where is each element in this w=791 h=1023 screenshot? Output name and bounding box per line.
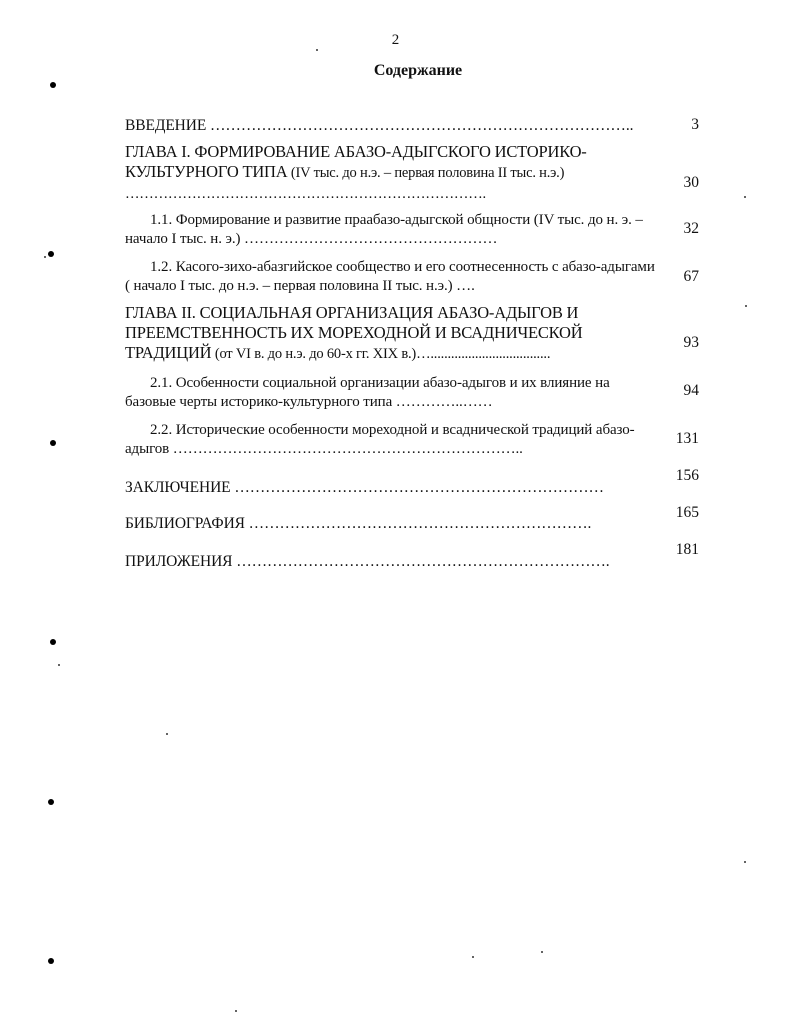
toc-entry-text: 2.1. Особенности социальной организации абазо-адыгов и их влияние на базовые черты историко-культурного типа …………..…… [125, 375, 610, 410]
scan-speck [541, 951, 543, 953]
toc-entry-page: 165 [675, 504, 699, 521]
toc-entry-text: 1.1. Формирование и развитие праабазо-адыгской общности (IV тыс. до н. э. – начало I тыс. н. э.) …………………………………………… [125, 212, 643, 247]
toc-entry-page: 156 [675, 467, 699, 484]
toc-title: Содержание [373, 62, 463, 79]
dot-leader: …………………………………………………………………. [125, 186, 486, 202]
toc-entry-page: 30 [683, 174, 699, 191]
dot-leader: ……………………………………………………………… [230, 479, 604, 496]
binder-hole-mark [48, 958, 54, 964]
toc-entry-text: ГЛАВА I. ФОРМИРОВАНИЕ АБАЗО-АДЫГСКОГО ИСТОРИКО-КУЛЬТУРНОГО ТИПА (IV тыс. до н.э. – первая половина II тыс. н.э.) …………………………………………………………………. [125, 142, 587, 202]
dot-leader: …………………………………………………………. [244, 515, 592, 532]
dot-leader: …………………………………………… [240, 231, 498, 247]
scan-speck [472, 956, 474, 958]
toc-entry-text: ЗАКЛЮЧЕНИЕ ……………………………………………………………… [125, 479, 604, 496]
binder-hole-mark [48, 799, 54, 805]
scan-speck [58, 664, 60, 666]
dot-leader: ……………………………………………………………………….. [206, 117, 634, 134]
scan-speck [744, 861, 746, 863]
toc-entry-page: 181 [675, 541, 699, 558]
binder-hole-mark [50, 440, 56, 446]
toc-entry-page: 93 [683, 334, 699, 351]
toc-entry-page: 67 [683, 268, 699, 285]
scan-speck [44, 256, 46, 258]
scan-speck [745, 305, 747, 307]
dot-leader: ………………………………………………………………. [232, 553, 610, 570]
scan-speck [235, 1010, 237, 1012]
toc-entry-page: 3 [691, 116, 699, 133]
toc-entry-text: 2.2. Исторические особенности мореходной и всаднической традиций абазо-адыгов …………………………………………………………….. [125, 422, 635, 457]
binder-hole-mark [48, 251, 54, 257]
toc-entry-text: БИБЛИОГРАФИЯ …………………………………………………………. [125, 515, 592, 532]
toc-entry-text: ГЛАВА II. СОЦИАЛЬНАЯ ОРГАНИЗАЦИЯ АБАЗО-АДЫГОВ И ПРЕЕМСТВЕННОСТЬ ИХ МОРЕХОДНОЙ И ВСАДНИЧЕСКОЙ ТРАДИЦИЙ (от VI в. до н.э. до 60-х гг. XIX в.)…................................... [125, 303, 583, 362]
toc-entry-text: 1.2. Касого-зихо-абазгийское сообщество и его соотнесенность с абазо-адыгами ( начало I тыс. до н.э. – первая половина II тыс. н.э.) …. [125, 259, 655, 294]
toc-entry-text: ПРИЛОЖЕНИЯ ………………………………………………………………. [125, 553, 610, 570]
binder-hole-mark [50, 82, 56, 88]
toc-entry-text: ВВЕДЕНИЕ ……………………………………………………………………….. [125, 117, 634, 134]
dot-leader: …………………………………………………………….. [169, 441, 523, 457]
scan-speck [166, 733, 168, 735]
scan-speck [316, 49, 318, 51]
toc-entry-page: 32 [683, 220, 699, 237]
dot-leader: …................................... [416, 346, 551, 362]
dot-leader: …. [452, 278, 475, 294]
page-number: 2 [391, 32, 400, 48]
toc-entry-page: 131 [675, 430, 699, 447]
scan-speck [744, 196, 746, 198]
toc-entry-page: 94 [683, 382, 699, 399]
binder-hole-mark [50, 639, 56, 645]
dot-leader: …………..…… [392, 394, 493, 410]
